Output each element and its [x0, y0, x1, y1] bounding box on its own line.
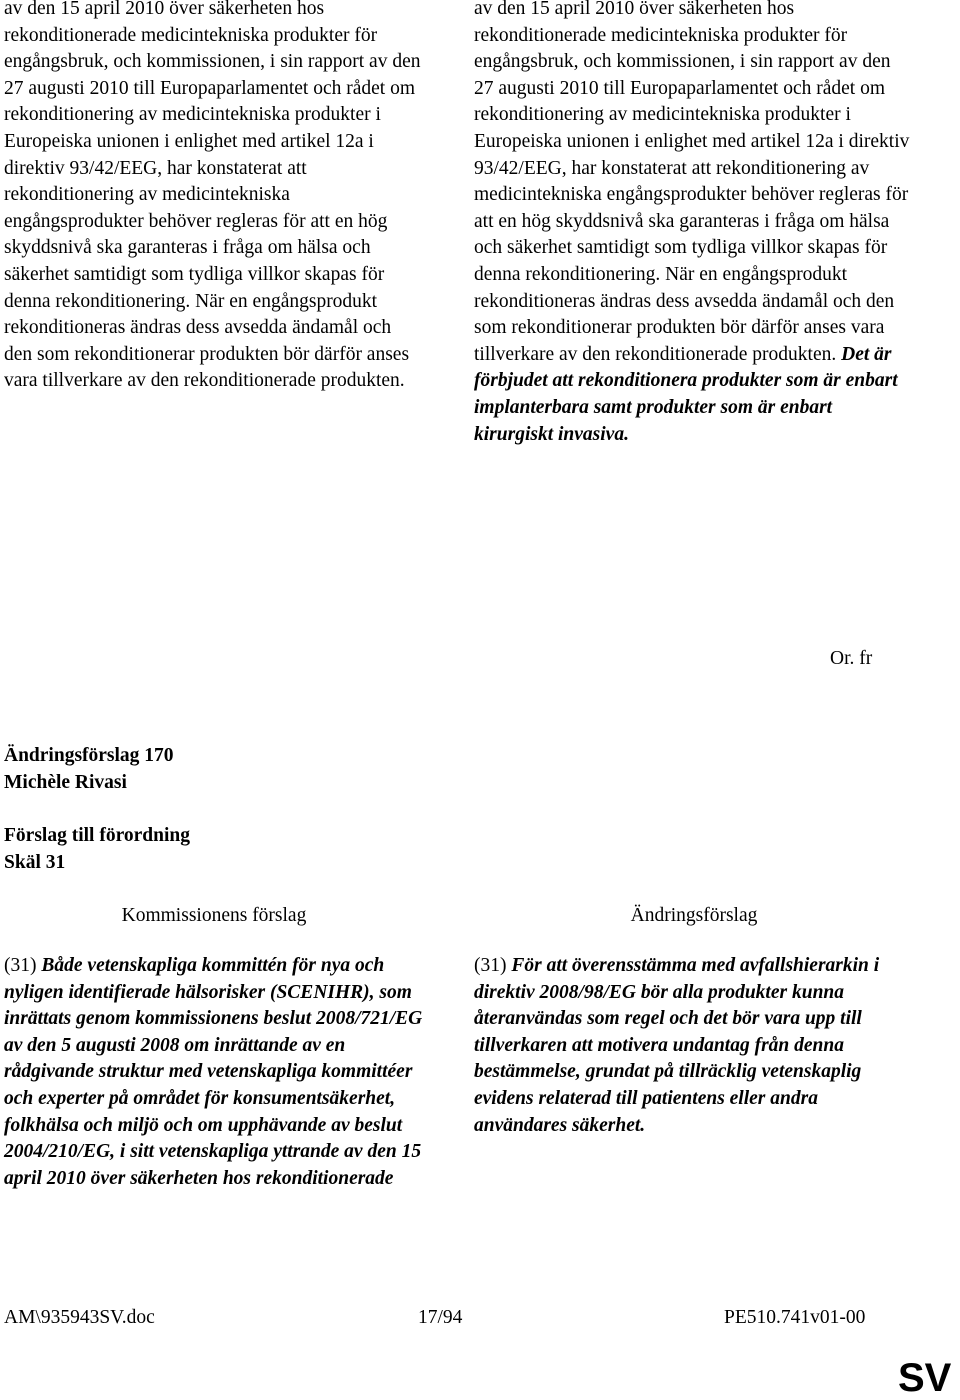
language-code: SV — [898, 1356, 952, 1400]
amendment-author: Michèle Rivasi — [4, 771, 127, 793]
top-left-paragraph: av den 15 april 2010 över säkerheten hos rekonditionerade medicintekniska produkter för engångsbruk, och kommissionen, i sin rapport av den 27 augusti 2010 till Europaparlamentet och rådet om rekonditionering av medicintekniska produkter i Europeiska unionen i enlighet med artikel 12a i direktiv 93/42/EEG, har konstaterat att rekonditionering av medicintekniska engångsprodukter behöver regleras för att en hög skyddsnivå ska garanteras i fråga om hälsa och säkerhet samtidigt som tydliga villkor skapas för denna rekonditionering. När en engångsprodukt rekonditioneras ändras dess avsedda ändamål och den som rekonditionerar produkten bör därför anses vara tillverkare av den rekonditionerade produkten. — [4, 0, 421, 392]
recital-number: Skäl 31 — [4, 851, 66, 873]
top-right-text: av den 15 april 2010 över säkerheten hos rekonditionerade medicintekniska produkter för engångsbruk, och kommissionen, i sin rapport av den 27 augusti 2010 till Europaparlamentet och rådet om rekonditionering av medicintekniska produkter i Europeiska unionen i enlighet med artikel 12a i direktiv 93/42/EEG, har konstaterat att rekonditionering av medicintekniska engångsprodukter behöver regleras för att en hög skyddsnivå ska garanteras i fråga om hälsa och säkerhet samtidigt som tydliga villkor skapas för denna rekonditionering. När en engångsprodukt rekonditioneras ändras dess avsedda ändamål och den som rekonditionerar produkten bör därför anses vara tillverkare av den rekonditionerade produkten. — [474, 0, 910, 365]
original-language-label: Or. fr — [830, 648, 873, 669]
amendment-title: Ändringsförslag 170 — [4, 745, 174, 766]
footer-doc-reference: AM\935943SV.doc — [4, 1307, 155, 1328]
amendment-recital-prefix: (31) — [474, 955, 512, 976]
proposal-header — [4, 823, 190, 876]
column-header-commission: Kommissionens förslag — [121, 905, 307, 926]
proposal-title: Förslag till förordning — [4, 825, 190, 846]
commission-recital-paragraph — [4, 953, 424, 1192]
commission-recital-text: Både vetenskapliga kommittén för nya och nyligen identifierade hälsorisker (SCENIHR), som inrättats genom kommissionens beslut 2008/721/EG av den 5 augusti 2008 om inrättande av en rådgivande struktur med vetenskapliga kommittéer och experter på området för konsumentsäkerhet, folkhälsa och miljö och om upphävande av beslut 2004/210/EG, i sitt vetenskapliga yttrande av den 15 april 2010 över säkerheten hos rekonditionerade — [4, 955, 423, 1189]
footer-pe-reference: PE510.741v01-00 — [724, 1307, 866, 1328]
footer-page-number: 17/94 — [418, 1307, 463, 1328]
amendment-recital-paragraph — [474, 953, 914, 1139]
commission-text-column — [4, 953, 424, 1192]
commission-recital-prefix: (31) — [4, 955, 42, 976]
top-right-paragraph — [474, 0, 914, 448]
column-header-amendment: Ändringsförslag — [630, 905, 758, 926]
amendment-text-column — [474, 953, 914, 1139]
top-left-column — [4, 0, 424, 395]
top-right-added-text: Det är förbjudet att rekonditionera produkter som är enbart implanterbara samt produkter som är enbart kirurgiskt invasiva. — [474, 343, 898, 445]
amendment-header — [4, 743, 174, 796]
top-right-column — [474, 0, 914, 448]
amendment-recital-text: För att överensstämma med avfallshierarkin i direktiv 2008/98/EG bör alla produkter kunna återanvändas som regel och det bör vara upp till tillverkaren att motivera undantag från denna bestämmelse, grundat på tillräcklig vetenskaplig evidens relaterad till patientens eller andra användares säkerhet. — [474, 955, 880, 1136]
